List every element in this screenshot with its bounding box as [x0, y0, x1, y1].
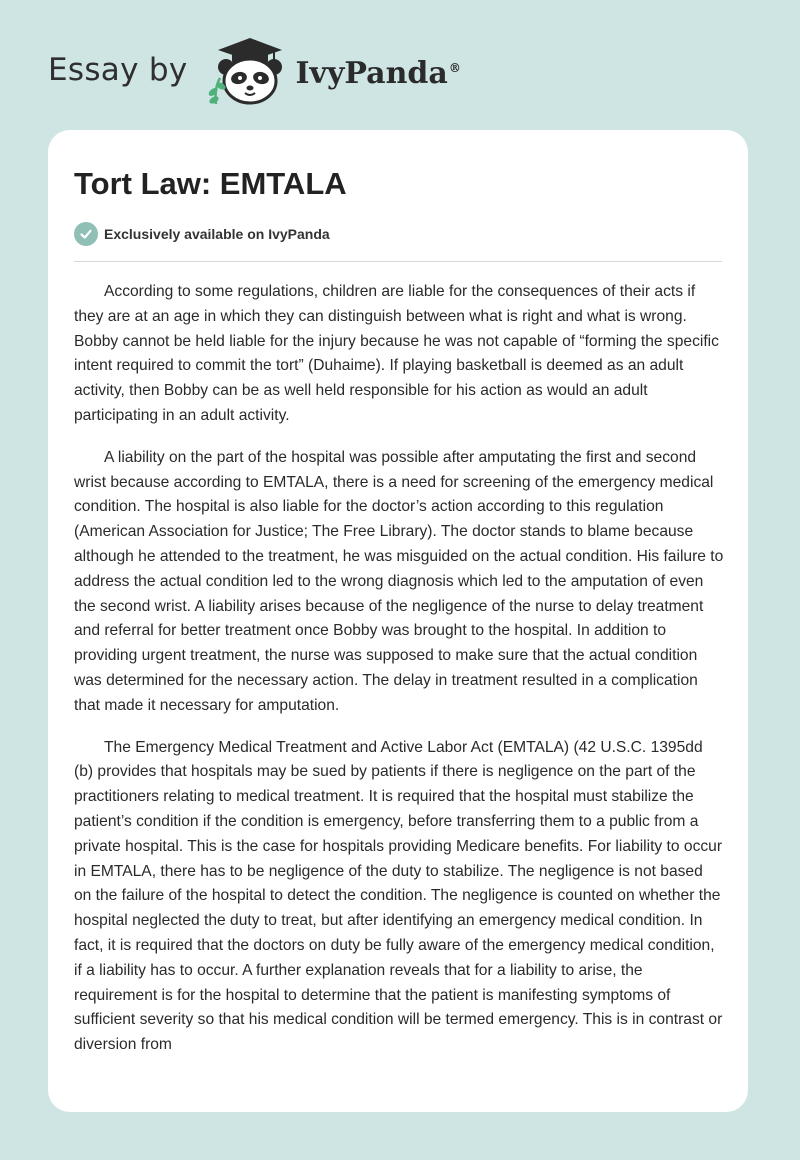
paragraph: According to some regulations, children are liable for the consequences of their acts if they are at an age in which they can distinguish between what is right and what is wrong. Bobby cannot be held liable for the injury because he was not capable of “forming the specific intent required to commit the tort” (Duhaime). If playing basketball is deemed as an adult activity, then Bobby can be as well held responsible for his action as would an adult participating in an adult activity.: [74, 283, 719, 424]
brand-name-text: IvyPanda: [295, 55, 448, 91]
paragraph: A liability on the part of the hospital was possible after amputating the first and second wrist because according to EMTALA, there is a need for screening of the emergency medical condition. The hospital is also liable for the doctor’s action according to this regulation (American Association for Justice; The Free Library). The doctor stands to blame because although he attended to the treatment, he was misguided on the actual condition. His failure to address the actual condition led to the wrong diagnosis which led to the amputation of even the second wrist. A liability arises because of the negligence of the nurse to delay treatment and referral for better treatment once Bobby was brought to the hospital. In addition to providing urgent treatment, the nurse was supposed to make sure that the actual condition was determined for the necessary action. The delay in treatment resulted in a complication that made it necessary for amputation.: [74, 448, 724, 714]
check-circle-icon: [74, 222, 98, 246]
essay-body: [74, 280, 724, 1075]
page-title: Tort Law: EMTALA: [74, 166, 347, 201]
registered-mark: ®: [448, 60, 461, 75]
brand-name[interactable]: [296, 56, 461, 91]
exclusive-badge: [74, 222, 330, 246]
divider: [74, 261, 722, 262]
site-header: [48, 36, 461, 108]
essay-by-label: Essay by: [48, 52, 188, 88]
exclusive-badge-label: Exclusively available on IvyPanda: [104, 226, 330, 242]
paragraph: The Emergency Medical Treatment and Active Labor Act (EMTALA) (42 U.S.C. 1395dd (b) provides that hospitals may be sued by patients if there is negligence on the part of the practitioners relating to medical treatment. It is required that the hospital must stabilize the patient’s condition if the condition is emergency, before transferring them to a public from a private hospital. This is the case for hospitals providing Medicare benefits. For liability to occur in EMTALA, there has to be negligence of the duty to stabilize. The negligence is not based on the failure of the hospital to detect the condition. The negligence is counted on whether the hospital neglected the duty to treat, but after identifying an emergency medical condition. In fact, it is required that the doctors on duty be fully aware of the emergency medical condition, if a liability has to occur. A further explanation reveals that for a liability to arise, the requirement is for the hospital to determine that the patient is manifesting symptoms of sufficient severity so that his medical condition will be termed emergency. This is in contrast or diversion from: [74, 738, 723, 1054]
essay-card: [48, 130, 748, 1112]
graduation-panda-logo-icon[interactable]: [202, 34, 296, 111]
